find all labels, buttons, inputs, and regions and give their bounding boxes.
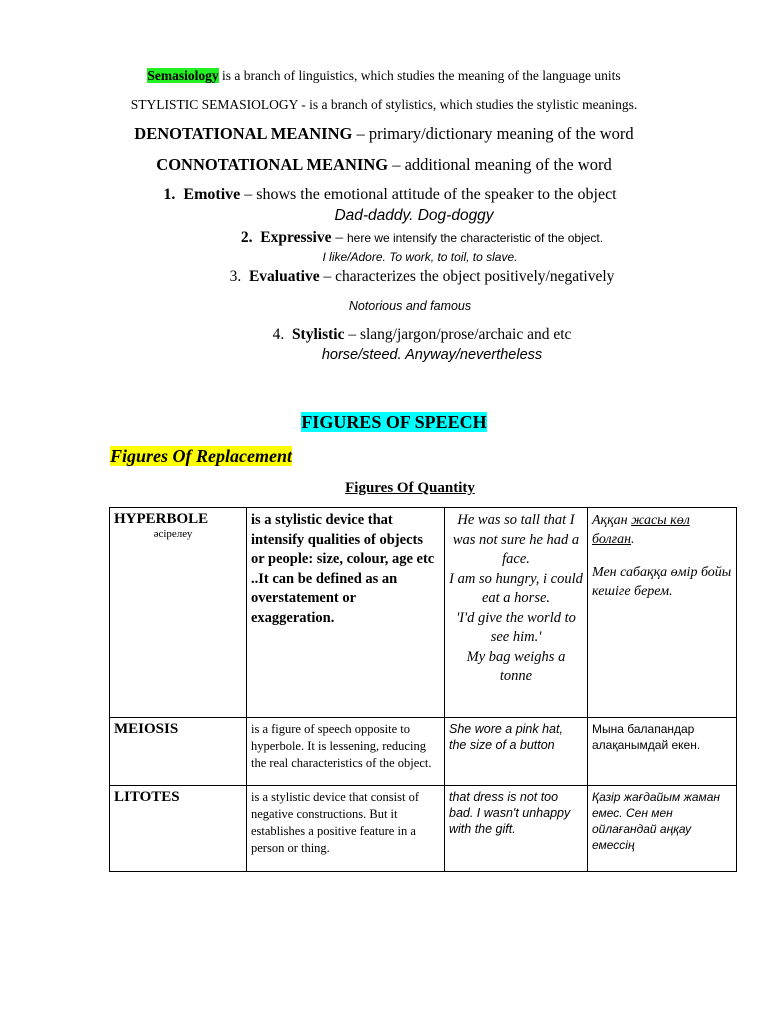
meiosis-kazakh: Мына балапандар алақанымдай екен. xyxy=(588,718,737,786)
meiosis-term: MEIOSIS xyxy=(110,718,247,786)
type-2-num: 2. xyxy=(240,229,253,246)
litotes-definition: is a stylistic device that consist of negative constructions. But it establishes a positive feature in a person or thing. xyxy=(247,786,445,872)
type-2-dash: – xyxy=(331,229,347,246)
figures-of-replacement-heading xyxy=(110,446,292,467)
table-row-hyperbole xyxy=(110,508,737,718)
hyperbole-term-kazakh: әсірелеу xyxy=(153,528,193,540)
denotational-def: – primary/dictionary meaning of the word xyxy=(352,124,634,143)
hyperbole-examples: He was so tall that I was not sure he had a face. I am so hungry, i could eat a horse. 'I'd give the world to see him.' My bag weighs a tonne xyxy=(445,508,588,718)
semasiology-term: Semasiology xyxy=(147,68,219,83)
type-2-term: Expressive xyxy=(260,229,332,246)
hyperbole-term: HYPERBOLE xyxy=(114,511,209,527)
meiosis-example: She wore a pink hat, the size of a button xyxy=(445,718,588,786)
meiosis-definition: is a figure of speech opposite to hyperbole. It is lessening, reducing the real characteristics of the object. xyxy=(247,718,445,786)
type-3-line xyxy=(38,268,768,286)
hyperbole-kazakh-1c: . xyxy=(631,532,635,547)
hyperbole-kazakh-cell xyxy=(588,508,737,718)
type-3-example: Notorious and famous xyxy=(348,299,472,313)
type-4-example: horse/steed. Anyway/nevertheless xyxy=(321,347,543,363)
litotes-example: that dress is not too bad. I wasn't unhappy with the gift. xyxy=(445,786,588,872)
type-1-line xyxy=(6,186,768,204)
figures-of-speech-text: FIGURES OF SPEECH xyxy=(301,412,487,432)
litotes-kazakh: Қазір жағдайым жаман емес. Сен мен ойлағандай аңқау емессің xyxy=(588,786,737,872)
figures-table xyxy=(109,507,737,872)
type-1-example: Dad-daddy. Dog-doggy xyxy=(334,207,494,224)
type-3-def: – characterizes the object positively/negatively xyxy=(319,268,615,285)
type-2-line xyxy=(38,229,768,247)
semasiology-def-text: is a branch of linguistics, which studies the meaning of the language units xyxy=(218,68,621,83)
type-3-term: Evaluative xyxy=(248,268,320,285)
hyperbole-kazakh-2: Мен сабаққа өмір бойы кешігe берем. xyxy=(592,565,732,599)
table-row-meiosis xyxy=(110,718,737,786)
type-4-term: Stylistic xyxy=(291,326,345,343)
semasiology-definition xyxy=(0,68,768,84)
type-4-num: 4. xyxy=(272,326,285,343)
hyperbole-term-cell xyxy=(110,508,247,718)
type-1-term: Emotive xyxy=(183,186,241,203)
stylistic-semasiology-line: STYLISTIC SEMASIOLOGY - is a branch of stylistics, which studies the stylistic meanings. xyxy=(130,97,638,112)
hyperbole-kazakh-1b: жасы көл болған xyxy=(592,513,690,547)
type-4-line xyxy=(38,326,768,344)
type-4-def: – slang/jargon/prose/archaic and etc xyxy=(344,326,572,343)
type-3-num: 3. xyxy=(229,268,242,285)
denotational-line xyxy=(0,124,768,144)
hyperbole-definition: is a stylistic device that intensify qualities of objects or people: size, colour, age etc ..It can be defined as an overstatement or exaggeration. xyxy=(247,508,445,718)
connotational-line xyxy=(0,155,768,175)
litotes-term: LITOTES xyxy=(110,786,247,872)
type-1-num: 1. xyxy=(163,186,176,203)
table-row-litotes xyxy=(110,786,737,872)
connotational-def: – additional meaning of the word xyxy=(388,155,612,174)
figures-of-replacement-text: Figures Of Replacement xyxy=(110,446,292,466)
denotational-term: DENOTATIONAL MEANING xyxy=(134,124,353,143)
hyperbole-kazakh-1a: Аққан xyxy=(592,513,632,528)
connotational-term: CONNOTATIONAL MEANING xyxy=(156,155,389,174)
figures-of-quantity-heading: Figures Of Quantity xyxy=(345,480,475,496)
figures-of-speech-title xyxy=(10,412,768,433)
type-2-def: here we intensify the characteristic of the object. xyxy=(346,231,604,245)
type-1-def: – shows the emotional attitude of the speaker to the object xyxy=(240,186,617,203)
type-2-example: I like/Adore. To work, to toil, to slave. xyxy=(322,250,518,264)
